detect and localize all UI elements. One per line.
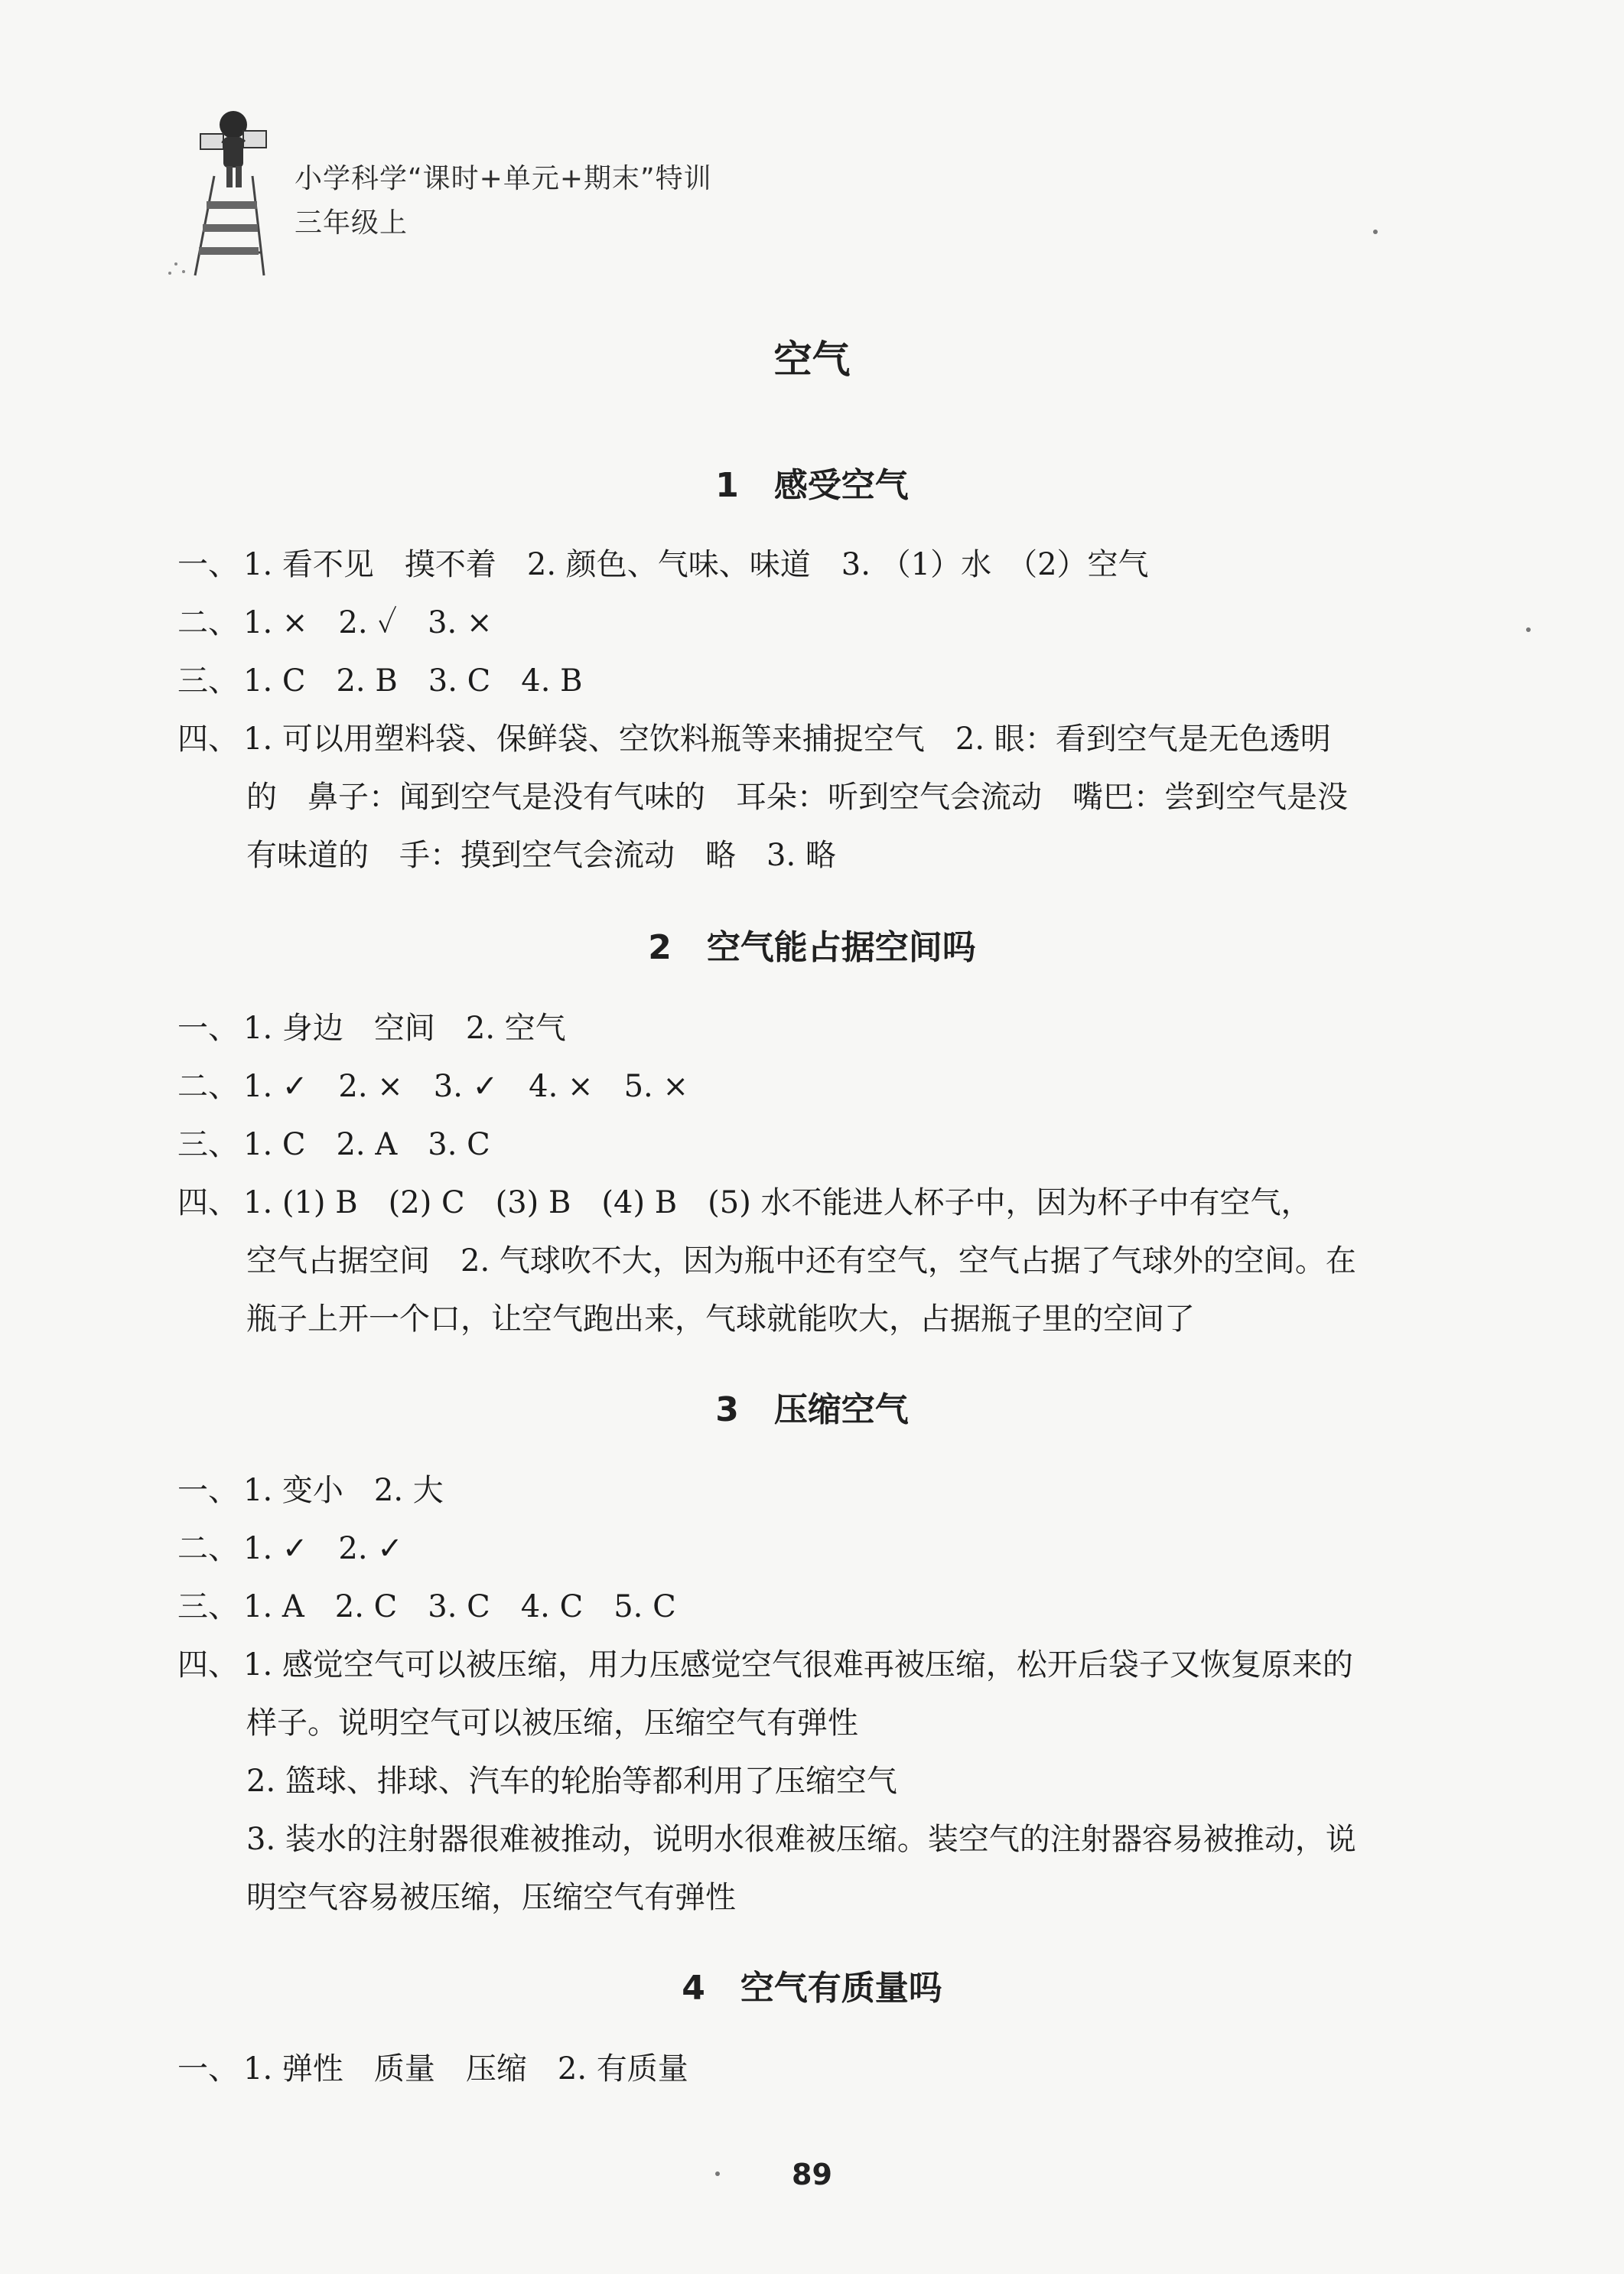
answer-line: 一、 1. 变小 2. 大 xyxy=(177,1473,444,1508)
answer-line: 四、 1. 可以用塑料袋、保鲜袋、空饮料瓶等来捕捉空气 2. 眼：看到空气是无色透明 xyxy=(177,722,1331,757)
mascot-illustration xyxy=(161,103,298,279)
section-number: 4 xyxy=(682,1969,705,2008)
section-name: 空气能占据空间吗 xyxy=(706,928,976,967)
section-title xyxy=(0,1382,1624,1431)
answer-line: 二、 1. × 2. ✓ 3. × xyxy=(177,605,493,640)
section-title xyxy=(0,920,1624,969)
answer-line: 瓶子上开一个口，让空气跑出来，气球就能吹大，占据瓶子里的空间了 xyxy=(246,1302,1195,1337)
answer-line: 一、 1. 弹性 质量 压缩 2. 有质量 xyxy=(177,2051,688,2087)
section-title xyxy=(0,1960,1624,2009)
section-name: 压缩空气 xyxy=(773,1390,909,1429)
section-number: 2 xyxy=(648,928,672,967)
header-text xyxy=(295,157,712,246)
answer-line: 明空气容易被压缩，压缩空气有弹性 xyxy=(246,1880,736,1915)
answer-line: 样子。说明空气可以被压缩，压缩空气有弹性 xyxy=(246,1706,858,1741)
grade-label: 三年级上 xyxy=(295,207,408,239)
answer-line: 三、 1. A 2. C 3. C 4. C 5. C xyxy=(177,1589,676,1624)
answer-line: 2. 篮球、排球、汽车的轮胎等都利用了压缩空气 xyxy=(246,1764,897,1799)
section-number: 1 xyxy=(715,466,739,505)
answer-line: 四、 1. (1) B (2) C (3) B (4) B (5) 水不能进人杯子中，因为杯子中有空气， xyxy=(177,1185,1312,1220)
scan-dot xyxy=(1526,627,1531,632)
section-name: 空气有质量吗 xyxy=(740,1969,942,2008)
scan-dot xyxy=(1373,230,1378,234)
section-title xyxy=(0,458,1624,507)
answer-line: 有味道的 手：摸到空气会流动 略 3. 略 xyxy=(246,838,836,873)
answer-line: 一、 1. 看不见 摸不着 2. 颜色、气味、味道 3. （1）水 （2）空气 xyxy=(177,547,1149,582)
series-title: 小学科学“课时+单元+期末”特训 xyxy=(295,163,712,194)
page-number: 89 xyxy=(792,2158,832,2191)
answer-line: 二、 1. ✓ 2. ✓ xyxy=(177,1531,403,1566)
answer-line: 的 鼻子：闻到空气是没有气味的 耳朵：听到空气会流动 嘴巴：尝到空气是没 xyxy=(246,780,1348,815)
section-number: 3 xyxy=(715,1390,739,1429)
answer-line: 四、 1. 感觉空气可以被压缩，用力压感觉空气很难再被压缩，松开后袋子又恢复原来的 xyxy=(177,1647,1353,1683)
answer-line: 三、 1. C 2. A 3. C xyxy=(177,1127,490,1162)
answer-line: 3. 装水的注射器很难被推动，说明水很难被压缩。装空气的注射器容易被推动，说 xyxy=(246,1822,1356,1857)
answer-line: 一、 1. 身边 空间 2. 空气 xyxy=(177,1011,566,1046)
answer-line: 三、 1. C 2. B 3. C 4. B xyxy=(177,663,583,699)
unit-title: 空气 xyxy=(773,337,851,382)
answer-line: 二、 1. ✓ 2. × 3. ✓ 4. × 5. × xyxy=(177,1069,688,1104)
section-name: 感受空气 xyxy=(773,466,909,505)
answer-line: 空气占据空间 2. 气球吹不大，因为瓶中还有空气，空气占据了气球外的空间。在 xyxy=(246,1243,1356,1279)
